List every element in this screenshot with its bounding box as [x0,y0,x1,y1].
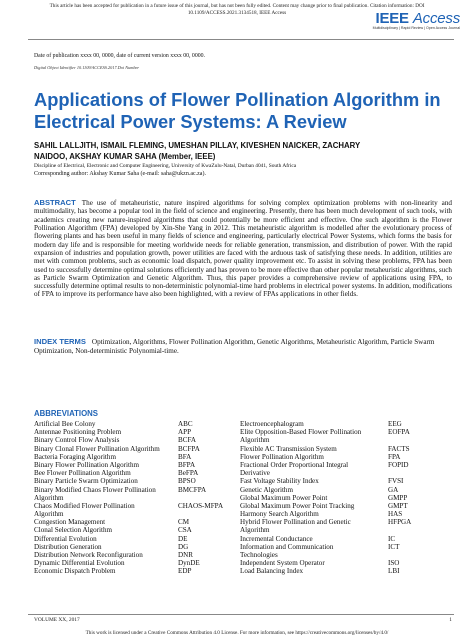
abbreviation-code: ICT [388,542,400,551]
abbreviation-term: Elite Opposition-Based Flower Pollination [240,428,362,437]
abbreviation-term: Fast Voltage Stability Index [240,477,319,486]
abbreviation-term: Flexible AC Transmission System [240,444,337,453]
abbreviation-row [240,551,460,559]
author-list [34,141,444,162]
corresponding-author: Corresponding author: Akshay Kumar Saha (e-mail: saha@ukzn.ac.za). [34,171,206,177]
abbreviation-row [34,445,234,453]
abbreviation-code: FACTS [388,444,410,453]
abbreviation-row [34,526,234,534]
abbreviation-code: HAS [388,510,403,519]
abbreviation-row [240,420,460,428]
abbreviation-code: FPA [388,452,401,461]
abbreviations-right-column [240,420,460,576]
abbreviation-term: Electroencephalogram [240,420,304,428]
abbreviation-term: Algorithm [240,436,270,445]
abbreviations-heading: ABBREVIATIONS [34,409,98,418]
abbreviation-term: Technologies [240,551,278,559]
abbreviation-code: BeFPA [178,469,199,478]
abbreviation-code: EEG [388,420,402,428]
logo-ieee: IEEE [375,10,409,27]
abbreviation-term: Chaos Modified Flower Pollination [34,501,135,510]
abbreviation-term: Global Maximum Power Point [240,493,328,502]
abbreviation-row [240,526,460,534]
abbreviation-term: Binary Control Flow Analysis [34,436,120,445]
abbreviation-row [34,486,234,494]
abbreviation-code: FVSI [388,477,404,486]
abbreviation-code: DE [178,534,188,543]
abbreviation-term: Bacteria Foraging Algorithm [34,452,116,461]
abbreviation-row [240,453,460,461]
abbreviation-row [240,428,460,436]
abbreviation-term: Algorithm [34,510,64,519]
abbreviation-row [34,477,234,485]
abbreviation-term: Binary Clonal Flower Pollination Algorithm [34,444,160,453]
affiliation: Discipline of Electrical, Electronic and Computer Engineering, University of KwaZulu-Natal, Durban 4041, South Africa [34,163,297,169]
abbreviation-code: BFPA [178,460,196,469]
abbreviation-row [34,518,234,526]
abbreviation-row [34,510,234,518]
ieee-access-logo [373,10,460,30]
abbreviation-term: Derivative [240,469,270,478]
abbreviation-code: ISO [388,559,400,568]
abbreviation-term: Fractional Order Proportional Integral [240,460,349,469]
abbreviation-row [34,551,234,559]
notice-line-2: 10.1109/ACCESS.2021.3134518, IEEE Access [187,10,287,16]
abbreviation-code: GMPP [388,493,408,502]
logo-access: Access [412,10,460,27]
index-terms-text: Optimization, Algorithms, Flower Pollination Algorithm, Genetic Algorithms, Metaheuristic Algorithm, Particle Swarm Optimization, Non-deterministic Polynomial-time. [34,338,435,355]
abbreviation-code: DNR [178,551,193,559]
abstract-heading: ABSTRACT [34,198,76,207]
index-terms-heading: INDEX TERMS [34,337,86,346]
abbreviation-row [240,461,460,469]
abbreviation-term: Flower Pollination Algorithm [240,452,324,461]
abbreviation-term: Global Maximum Power Point Tracking [240,501,355,510]
authors-line-1: SAHIL LALLJITH, ISMAIL FLEMING, UMESHAN PILLAY, KIVESHEN NAICKER, ZACHARY [34,141,361,150]
abbreviation-row [34,559,234,567]
abbreviation-row [240,469,460,477]
footer-rule [28,614,454,615]
abbreviation-row [240,535,460,543]
abbreviation-row [240,486,460,494]
abbreviation-row [240,445,460,453]
paper-title: Applications of Flower Pollination Algorithm in Electrical Power Systems: A Review [34,89,441,132]
abbreviation-row [240,510,460,518]
abbreviation-term: Bee Flower Pollination Algorithm [34,469,131,478]
abstract-text: The use of metaheuristic, nature inspired algorithms for solving complex optimization problems with non-linearity and multimodality, has become a popular tool in the field of science and engineering. Presently, there has been much development of such tools, with academics creating new nature-inspired algorithms that could potentially be more efficient and effective. One such algorithm is the Flower Pollination Algorithm (FPA) developed by Xin-She Yang in 2012. This metaheuristic algorithm is modelled after the evolutionary process of flowering plants and has been useful in many fields of science and engineering, particularly electrical Power Systems, which forms the basis for modern day life and is responsible for meeting worldwide needs for reliable generation, transmission, and distribution of power. With the rapid expansion of industries and population growth, power utilities are faced with the arduous task of satisfying these needs. In addition, utilities are met with common problems, such as economic load dispatch, power quality improvement etc. To assist in solving these problems, FPA has been used to successfully determine optimal solutions efficiently and has proven to be more effective than other popular metaheuristic algorithms, such as Particle Swarm Optimization and Genetic Algorithm. Thus, this paper provides a comprehensive review of applications using FPA, to successfully determine optimal results to non-deterministic polynomial-time hard problems in electrical power systems. In addition, modifications of FPA to improve its performance have also been highlighted, with a review of FPAs applications in other fields. [34,199,452,299]
abbreviations-left-column [34,420,234,576]
abbreviation-code: IC [388,534,396,543]
abbreviation-code: FOPID [388,460,409,469]
abbreviation-code: EDP [178,567,192,576]
abbreviation-code: BMCFPA [178,485,207,494]
abbreviation-term: Antennae Positioning Problem [34,428,122,437]
page-number: 1 [449,617,452,623]
abbreviation-code: CSA [178,526,192,535]
abbreviation-code: APP [178,428,192,437]
abbreviation-code: EOFPA [388,428,410,437]
abbreviation-term: Independent System Operator [240,559,325,568]
abbreviation-term: Incremental Conductance [240,534,313,543]
abbreviation-term: Binary Flower Pollination Algorithm [34,460,140,469]
volume-label: VOLUME XX, 2017 [34,617,80,623]
license-notice: This work is licensed under a Creative Commons Attribution 4.0 License. For more information, see https://creativecommons.org/licenses/by/4.0/ [85,630,389,636]
abbreviation-row [34,543,234,551]
notice-line-1: This article has been accepted for publication in a future issue of this journal, but has not been fully edited. Content may change prior to final publication. Citation information: DOI [49,3,425,9]
abbreviation-term: Differential Evolution [34,534,97,543]
abbreviation-row [34,453,234,461]
abbreviation-code: CHAOS-MFPA [178,501,224,510]
abbreviation-term: Congestion Management [34,518,106,527]
abbreviation-row [240,567,460,575]
doi-line: Digital Object Identifier 10.1109/ACCESS.2017.Doi Number [34,65,140,70]
abbreviation-term: Load Balancing Index [240,567,304,576]
abbreviation-row [34,461,234,469]
abbreviation-term: Algorithm [34,493,64,502]
header-rule [28,39,454,40]
abbreviation-code: DG [178,542,189,551]
abbreviation-term: Genetic Algorithm [240,485,293,494]
abbreviation-row [34,567,234,575]
abbreviation-term: Dynamic Differential Evolution [34,559,125,568]
abbreviation-row [34,436,234,444]
abbreviation-term: Information and Communication [240,542,334,551]
abbreviation-code: BFA [178,452,192,461]
abbreviation-row [240,494,460,502]
abbreviation-term: Clonal Selection Algorithm [34,526,113,535]
abbreviation-code: GA [388,485,399,494]
abbreviation-code: BCFA [178,436,197,445]
abbreviation-row [34,420,234,428]
abbreviation-code: ABC [178,420,193,428]
abbreviation-row [240,518,460,526]
abbreviation-row [240,477,460,485]
abbreviation-code: GMPT [388,501,408,510]
abbreviation-row [240,559,460,567]
abbreviation-code: BCFPA [178,444,200,453]
abbreviation-row [34,469,234,477]
publication-dates: Date of publication xxxx 00, 0000, date of current version xxxx 00, 0000. [34,53,205,59]
abbreviation-code: CM [178,518,190,527]
abbreviation-code: HFPGA [388,518,412,527]
abbreviation-row [34,535,234,543]
authors-line-2: NAIDOO, AKSHAY KUMAR SAHA (Member, IEEE) [34,151,216,161]
abbreviation-row [34,494,234,502]
abbreviation-term: Distribution Generation [34,542,102,551]
abbreviation-term: Binary Particle Swarm Optimization [34,477,138,486]
abbreviation-term: Economic Dispatch Problem [34,567,116,576]
index-terms-section [34,338,452,355]
abbreviation-code: DynDE [178,559,200,568]
abbreviation-code: BPSO [178,477,196,486]
abbreviation-row [240,436,460,444]
abbreviation-term: Distribution Network Reconfiguration [34,551,143,559]
abbreviation-row [34,428,234,436]
abbreviation-row [240,502,460,510]
abbreviation-term: Artificial Bee Colony [34,420,96,428]
abbreviation-code: LBI [388,567,400,576]
logo-tagline: Multidisciplinary | Rapid Review | Open Access Journal [372,26,460,30]
abbreviation-term: Harmony Search Algorithm [240,510,319,519]
abstract-section [34,199,452,299]
abbreviation-row [240,543,460,551]
abbreviation-term: Hybrid Flower Pollination and Genetic [240,518,351,527]
abbreviation-term: Algorithm [240,526,270,535]
abbreviation-row [34,502,234,510]
abbreviation-term: Binary Modified Chaos Flower Pollination [34,485,156,494]
